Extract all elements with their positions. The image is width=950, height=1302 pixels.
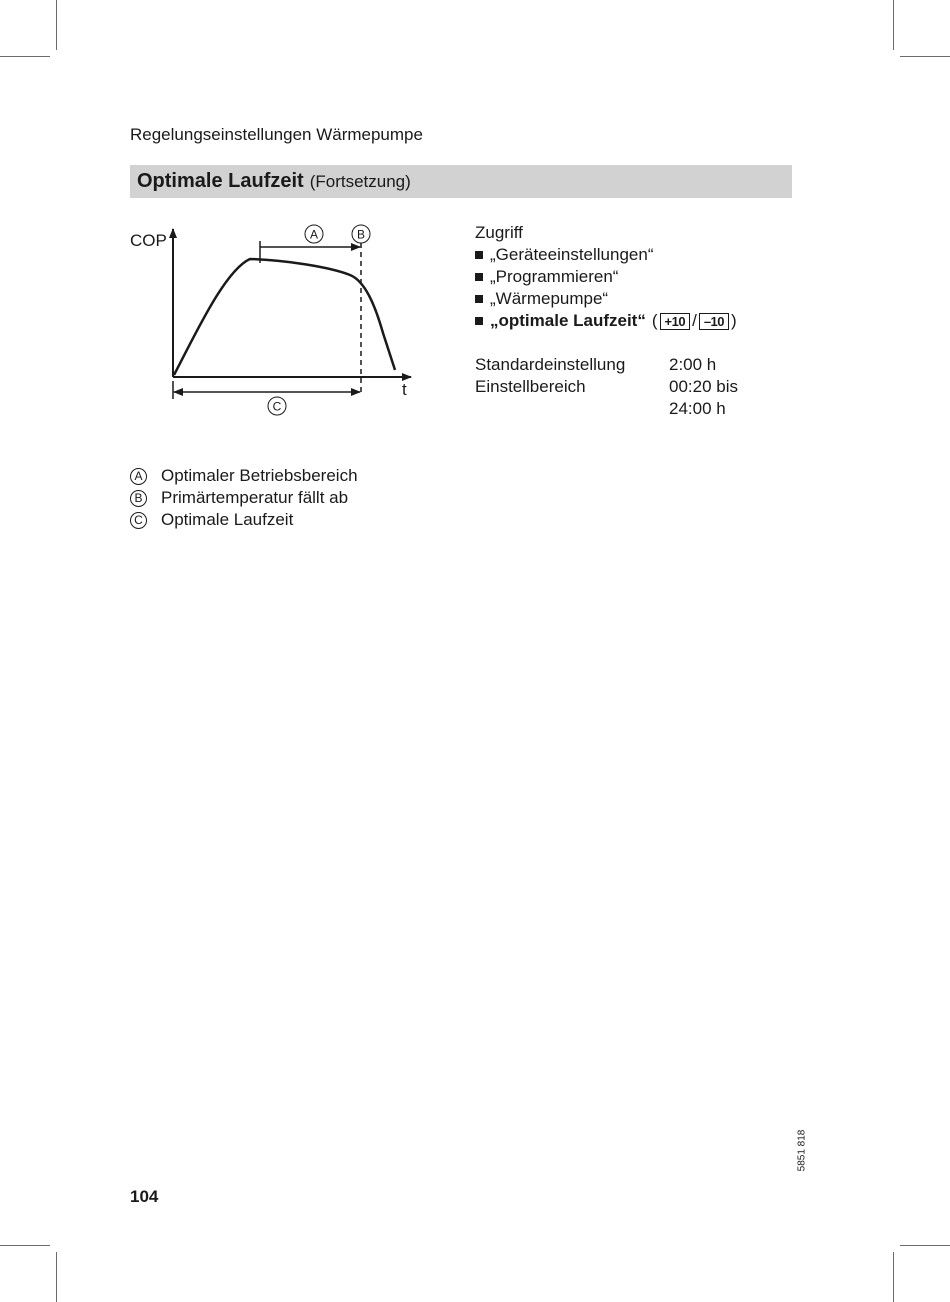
access-path bbox=[475, 222, 737, 332]
legend-item bbox=[130, 465, 358, 487]
access-step-label: „Geräteeinstellungen“ bbox=[490, 245, 654, 264]
square-bullet-icon bbox=[475, 295, 483, 303]
legend-item bbox=[130, 487, 358, 509]
marker-a-label: A bbox=[309, 227, 319, 242]
range-label-spacer bbox=[475, 398, 669, 420]
legend-text: Optimaler Betriebsbereich bbox=[161, 466, 358, 485]
cop-curve bbox=[174, 259, 395, 375]
x-axis-label: t bbox=[402, 380, 407, 399]
access-heading: Zugriff bbox=[475, 223, 523, 242]
running-head: Regelungseinstellungen Wärmepumpe bbox=[130, 125, 423, 144]
diagram-legend bbox=[130, 465, 358, 531]
crop-mark bbox=[900, 56, 950, 57]
key-plus-10: +10 bbox=[660, 313, 691, 330]
legend-text: Optimale Laufzeit bbox=[161, 510, 294, 529]
legend-text: Primärtemperatur fällt ab bbox=[161, 488, 349, 507]
paren-close: ) bbox=[731, 311, 737, 330]
crop-mark bbox=[0, 1245, 50, 1246]
crop-mark bbox=[900, 1245, 950, 1246]
square-bullet-icon bbox=[475, 251, 483, 259]
access-step bbox=[475, 288, 737, 310]
settings-row bbox=[475, 398, 738, 420]
crop-mark bbox=[893, 1252, 894, 1302]
access-step-label: „optimale Laufzeit“ bbox=[490, 311, 646, 330]
legend-marker: B bbox=[130, 490, 147, 507]
access-step bbox=[475, 310, 737, 332]
y-axis-label: COP bbox=[130, 231, 167, 250]
marker-b-label: B bbox=[356, 227, 366, 242]
legend-item bbox=[130, 509, 358, 531]
access-step bbox=[475, 244, 737, 266]
legend-marker: C bbox=[130, 512, 147, 529]
document-number: 5851 818 bbox=[796, 1129, 808, 1172]
settings-table bbox=[475, 354, 738, 420]
square-bullet-icon bbox=[475, 273, 483, 281]
settings-row bbox=[475, 354, 738, 376]
crop-mark bbox=[0, 56, 50, 57]
crop-mark bbox=[56, 0, 57, 50]
default-label: Standardeinstellung bbox=[475, 355, 626, 374]
range-value: 24:00 h bbox=[669, 399, 726, 418]
crop-mark bbox=[893, 0, 894, 50]
key-minus-10: –10 bbox=[699, 313, 729, 330]
access-step-label: „Programmieren“ bbox=[490, 267, 619, 286]
default-value: 2:00 h bbox=[669, 355, 717, 374]
access-step-label: „Wärmepumpe“ bbox=[490, 289, 609, 308]
marker-c-label: C bbox=[272, 399, 282, 414]
crop-mark bbox=[56, 1252, 57, 1302]
square-bullet-icon bbox=[475, 317, 483, 325]
page-number: 104 bbox=[130, 1187, 159, 1206]
range-value: 00:20 bis bbox=[669, 377, 738, 396]
paren-open: ( bbox=[651, 311, 658, 330]
key-separator: / bbox=[692, 311, 697, 330]
cop-runtime-diagram bbox=[125, 215, 425, 425]
section-title: Optimale Laufzeit bbox=[137, 170, 304, 192]
settings-row bbox=[475, 376, 738, 398]
access-step bbox=[475, 266, 737, 288]
legend-marker: A bbox=[130, 468, 147, 485]
section-subtitle: (Fortsetzung) bbox=[309, 171, 411, 191]
section-header bbox=[130, 165, 792, 198]
range-label: Einstellbereich bbox=[475, 377, 586, 396]
